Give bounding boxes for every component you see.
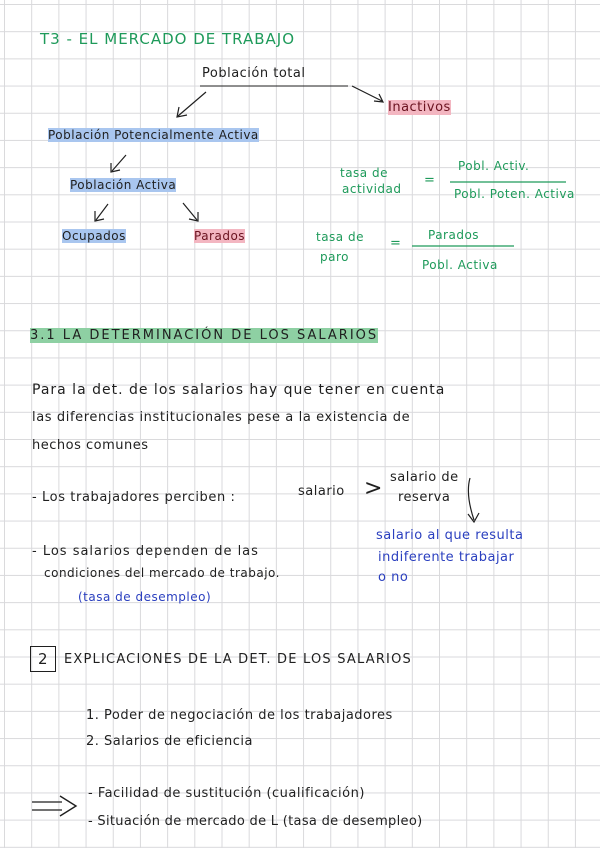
- diagram-ocupados: Ocupados: [62, 229, 126, 243]
- bullet-salarios-dependen-1: - Los salarios dependen de las: [32, 544, 259, 559]
- section-2-sub-2: - Situación de mercado de L (tasa de desempleo): [88, 814, 423, 829]
- salario-reserva-line-1: salario de: [390, 470, 459, 485]
- paragraph-line-3: hechos comunes: [32, 438, 149, 453]
- section-2-heading: EXPLICACIONES DE LA DET. DE LOS SALARIOS: [64, 652, 412, 667]
- formula-tasa-paro-label-1: tasa de: [316, 230, 364, 244]
- reserva-note-line-2: indiferente trabajar: [378, 550, 515, 565]
- formula-tasa-actividad-eq: =: [424, 173, 436, 188]
- formula-tasa-actividad-label-2: actividad: [342, 182, 402, 196]
- paragraph-line-1: Para la det. de los salarios hay que tener en cuenta: [32, 382, 446, 398]
- formula-tasa-actividad-denominator: Pobl. Poten. Activa: [454, 187, 575, 201]
- salario-label: salario: [298, 484, 345, 499]
- reserva-note-line-1: salario al que resulta: [376, 528, 524, 543]
- formula-tasa-actividad-numerator: Pobl. Activ.: [458, 159, 530, 173]
- formula-tasa-paro-eq: =: [390, 236, 402, 251]
- diagram-inactivos: Inactivos: [388, 100, 451, 115]
- formula-tasa-paro-label-2: paro: [320, 250, 349, 264]
- formula-tasa-actividad-label-1: tasa de: [340, 166, 388, 180]
- section-2-sub-1: - Facilidad de sustitución (cualificación): [88, 786, 365, 801]
- bullet-salarios-note: (tasa de desempleo): [78, 590, 212, 604]
- page-title: T3 - EL MERCADO DE TRABAJO: [40, 30, 296, 48]
- paragraph-line-2: las diferencias institucionales pese a la existencia de: [32, 410, 411, 425]
- diagram-parados: Parados: [194, 229, 246, 243]
- salario-reserva-line-2: reserva: [398, 490, 451, 505]
- bullet-trabajadores-perciben: - Los trabajadores perciben :: [32, 490, 236, 505]
- bullet-salarios-dependen-2: condiciones del mercado de trabajo.: [44, 566, 280, 580]
- diagram-pob-activa: Población Activa: [70, 178, 177, 192]
- reserva-note-line-3: o no: [378, 570, 409, 585]
- formula-tasa-paro-denominator: Pobl. Activa: [422, 258, 498, 272]
- section-2-number-box: 2: [30, 646, 56, 672]
- diagram-poblacion-total: Población total: [202, 66, 306, 81]
- formula-tasa-paro-numerator: Parados: [428, 228, 480, 242]
- diagram-pob-potencialmente-activa: Población Potencialmente Activa: [48, 128, 259, 142]
- section-2-item-2: 2. Salarios de eficiencia: [86, 734, 253, 749]
- section-3-1-heading: 3.1 LA DETERMINACIÓN DE LOS SALARIOS: [30, 328, 379, 343]
- section-2-item-1: 1. Poder de negociación de los trabajadores: [86, 708, 393, 723]
- greater-than-sign: >: [364, 476, 383, 501]
